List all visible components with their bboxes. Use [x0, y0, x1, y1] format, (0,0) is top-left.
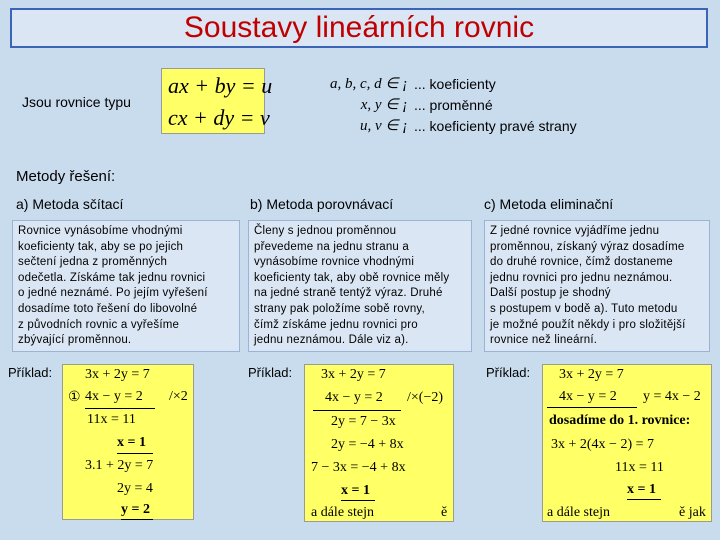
method-b-description: [248, 220, 472, 352]
method-c-title: c) Metoda eliminační: [484, 196, 614, 212]
example-a-x-underline: [117, 453, 153, 454]
example-a-sum-line: [85, 408, 155, 409]
example-a-eq1: 3x + 2y = 7: [85, 367, 150, 382]
intro-label: Jsou rovnice typu: [22, 94, 131, 110]
method-a-line: koeficienty tak, aby se po jejich: [18, 240, 184, 253]
method-a-example-label: Příklad:: [8, 365, 53, 380]
example-b-multiplier: /×(−2): [407, 390, 444, 405]
example-c-eq2: 4x − y = 2: [559, 389, 617, 404]
method-a-line: z původních rovnic a vyřešíme: [18, 318, 180, 331]
method-c-line: s postupem v bodě a). Tuto metodu: [490, 302, 678, 315]
definition-text-3: ... koeficienty pravé strany: [414, 118, 577, 134]
method-b-line: Členy s jednou proměnnou: [254, 225, 397, 237]
method-b-line: strany pak položíme sobě rovny,: [254, 302, 425, 315]
example-c-continuation: a dále stejn: [547, 505, 610, 520]
system-equation-2: cx + dy = v: [168, 105, 270, 130]
example-b-lhs2: 2y = −4 + 8x: [331, 437, 404, 452]
method-a-line: zbývající proměnnou.: [18, 334, 132, 347]
example-a-multiplier: /×2: [169, 389, 188, 404]
example-a-y-underline: [121, 519, 153, 520]
method-a-line: Rovnice vynásobíme vhodnými: [18, 225, 183, 237]
method-b-line: čímž získáme jednu rovnici pro: [254, 318, 418, 331]
method-c-line: rovnice než lineární.: [490, 334, 598, 347]
example-c-x-underline: [627, 499, 661, 500]
method-b-line: na jedné straně tentýž výraz. Druhé: [254, 287, 443, 300]
method-a-line: o jedné neznámé. Po jejím vyřešení: [18, 287, 208, 300]
example-b-continuation-tail: ě: [441, 505, 448, 520]
definition-symbols-2: x, y ∈ ¡: [360, 97, 408, 113]
example-c-subst-eq: 3x + 2(4x − 2) = 7: [551, 437, 655, 452]
example-a-y-result: y = 2: [121, 502, 150, 517]
example-a-marker: ①: [68, 390, 81, 405]
method-a-title: a) Metoda sčítací: [16, 196, 124, 212]
method-c-example: [542, 364, 712, 522]
example-b-eq2: 4x − y = 2: [325, 390, 383, 405]
method-b-title: b) Metoda porovnávací: [250, 196, 394, 212]
example-a-sum: 11x = 11: [87, 412, 136, 427]
example-c-continuation-tail: ě jak: [679, 505, 706, 520]
method-b-line: vynásobíme rovnice vhodnými: [254, 256, 415, 269]
example-c-x-result: x = 1: [627, 482, 656, 497]
example-a-substitution: 3.1 + 2y = 7: [85, 458, 154, 473]
methods-heading: Metody řešení:: [16, 168, 116, 185]
definition-text-1: ... koeficienty: [414, 76, 496, 92]
method-a-description: [12, 220, 240, 352]
method-b-line: převedeme na jednu stranu a: [254, 240, 410, 253]
example-a-x-result: x = 1: [117, 435, 146, 450]
method-b-example: [304, 364, 454, 522]
example-c-eq1: 3x + 2y = 7: [559, 367, 624, 382]
example-c-subst-label: dosadíme do 1. rovnice:: [549, 413, 691, 428]
example-b-x-underline: [341, 500, 375, 501]
method-c-line: jednu rovnici pro jednu neznámou.: [490, 271, 673, 284]
method-c-example-label: Příklad:: [486, 365, 531, 380]
example-c-y-expr: y = 4x − 2: [643, 389, 701, 404]
method-a-line: dosadíme toto řešení do libovolné: [18, 302, 198, 315]
example-b-line: [313, 410, 401, 411]
method-c-line: Z jedné rovnice vyjádříme jednu: [490, 225, 660, 237]
method-c-line: je možné použít někdy i pro složitější: [490, 318, 686, 331]
definition-symbols-1: a, b, c, d ∈ ¡: [329, 76, 408, 92]
method-a-example: [62, 364, 194, 520]
definition-text-2: ... proměnné: [414, 97, 493, 113]
example-c-line: [547, 407, 637, 408]
definition-symbols: [300, 74, 408, 137]
example-b-x-result: x = 1: [341, 483, 370, 498]
method-c-line: proměnnou, získaný výraz dosadíme: [490, 240, 685, 253]
definition-texts: [414, 74, 577, 137]
example-a-eq2: 4x − y = 2: [85, 389, 143, 404]
method-c-line: Další postup je shodný: [490, 287, 611, 300]
method-a-line: sečtení jedna z proměnných: [18, 256, 168, 269]
example-b-continuation: a dále stejn: [311, 505, 374, 520]
example-b-eq1: 3x + 2y = 7: [321, 367, 386, 382]
page-title: Soustavy lineárních rovnic: [10, 8, 708, 48]
method-b-line: koeficienty tak, aby obě rovnice měly: [254, 271, 450, 284]
method-c-line: do druhé rovnice, čímž dostaneme: [490, 256, 673, 269]
method-a-line: odečetla. Získáme tak jednu rovnici: [18, 271, 206, 284]
example-a-two-y: 2y = 4: [117, 481, 153, 496]
method-b-line: jednu neznámou. Dále viz a).: [254, 334, 409, 347]
definition-symbols-3: u, v ∈ ¡: [359, 118, 408, 134]
example-b-compare: 7 − 3x = −4 + 8x: [311, 460, 406, 475]
example-c-sum: 11x = 11: [615, 460, 664, 475]
system-equation-1: ax + by = u: [168, 73, 273, 98]
method-b-example-label: Příklad:: [248, 365, 293, 380]
method-c-description: [484, 220, 710, 352]
equation-system-box: [161, 68, 273, 134]
example-b-lhs1: 2y = 7 − 3x: [331, 414, 396, 429]
